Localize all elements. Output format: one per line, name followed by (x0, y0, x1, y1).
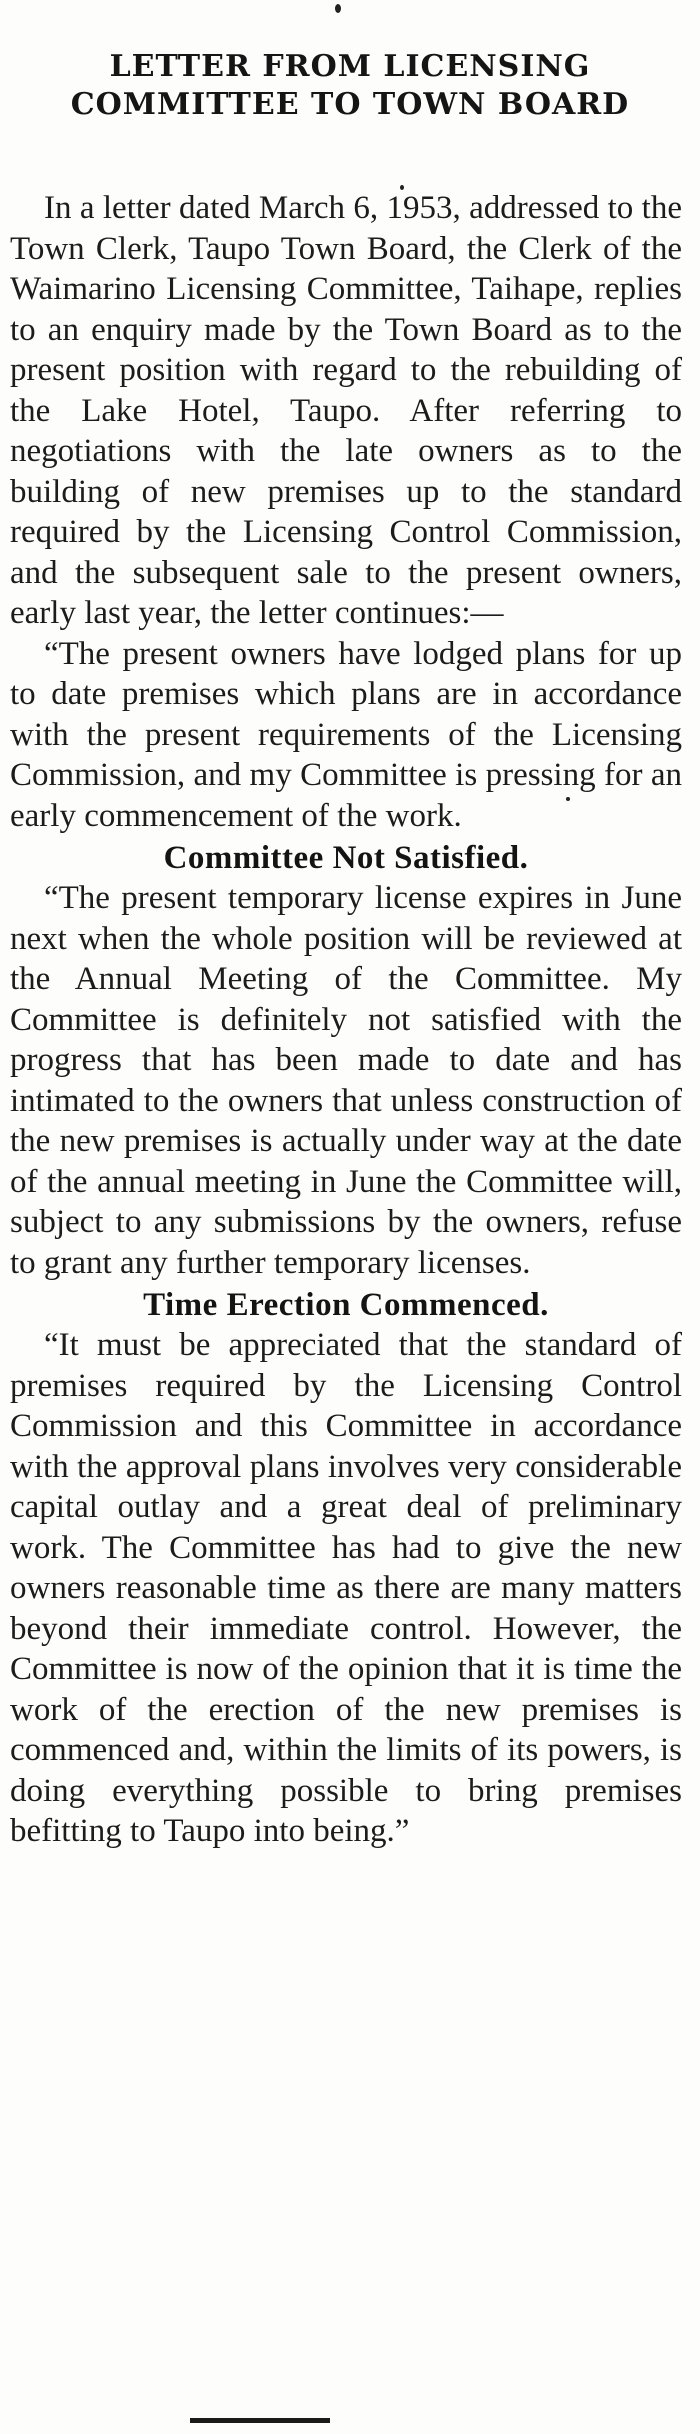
print-speck (335, 4, 341, 13)
subheading-committee-not-satisfied: Committee Not Satisfied. (163, 840, 529, 876)
paragraph-capital-outlay: “It must be appreciated that the standard of premises required by the Licensing Control Commission and this Committee in accordance with the approval plans involves very considerable capital outlay and a great deal of preliminary work. The Committee has had to give the new owners reasonable time as there are many matters beyond their immediate control. However, the Committee is now of the opinion that it is time the work of the erection of the new premises is commenced and, within the limits of its powers, is doing everything possible to bring premises befitting to Taupo into being.” (10, 1327, 682, 1849)
article-headline: LETTER FROM LICENSING COMMITTEE TO TOWN BOARD (70, 49, 630, 123)
end-rule (190, 2418, 330, 2423)
paragraph-temporary-license: “The present temporary license expires in June next when the whole position will be reviewed at the Annual Meeting of the Committee. My Committee is definitely not satisfied with the progress that has been made to date and has intimated to the owners that unless construction of the new premises is actually under way at the date of the annual meeting in June the Committee will, subject to any submissions by the owners, refuse to grant any further temporary licenses. (10, 880, 682, 1281)
subheading-time-erection-commenced: Time Erection Commenced. (143, 1287, 549, 1323)
paragraph-plans-lodged: “The present owners have lodged plans for up to date premises which plans are in accordance with the present requirements of the Licensing Commission, and my Committee is pressing for an early commencement of the work. (10, 635, 682, 834)
paragraph-intro: In a letter dated March 6, 1953, addressed to the Town Clerk, Taupo Town Board, the Clerk of the Waimarino Licensing Committee, Taihape, replies to an enquiry made by the Town Board as to the present position with regard to the rebuilding of the Lake Hotel, Taupo. After referring to negotiations with the late owners as to the building of new premises up to the standard required by the Licensing Control Commission, and the subsequent sale to the present owners, early last year, the letter continues:— (10, 190, 682, 631)
article-body (10, 188, 682, 1852)
